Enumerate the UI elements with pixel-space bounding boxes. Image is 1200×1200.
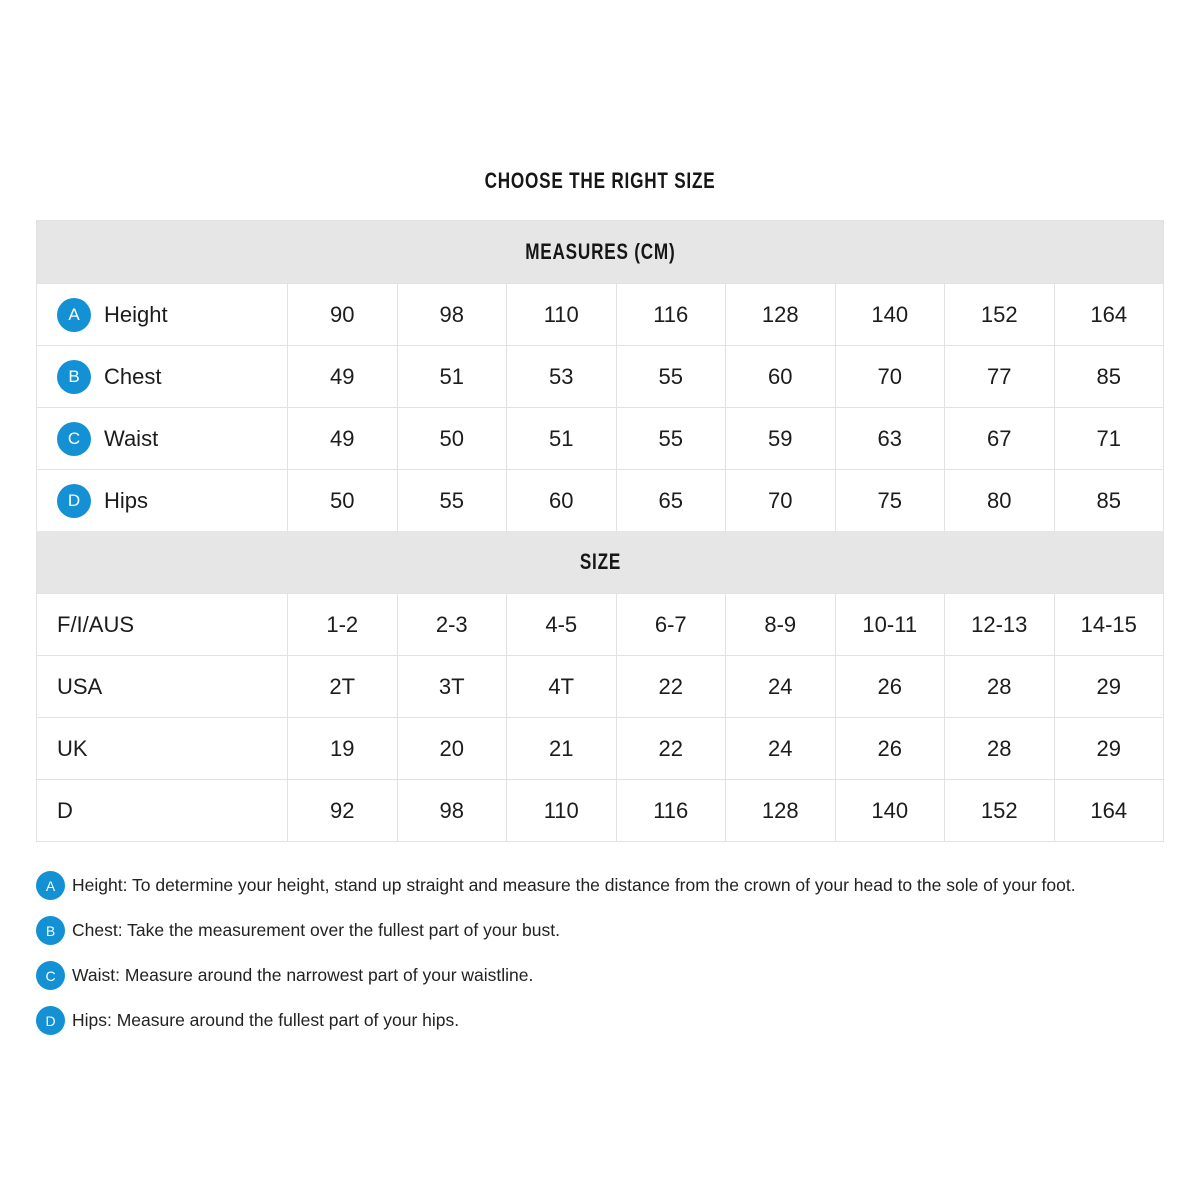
table-cell: 128: [725, 779, 835, 841]
measures-section-header-text: MEASURES (CM): [524, 239, 676, 264]
table-cell: 3T: [397, 655, 507, 717]
row-label: Waist: [104, 425, 159, 451]
table-cell: 116: [616, 283, 726, 345]
table-cell: 116: [616, 779, 726, 841]
table-cell: 71: [1054, 407, 1164, 469]
table-cell: 60: [506, 469, 616, 531]
table-cell: 152: [944, 779, 1054, 841]
table-cell: 4T: [506, 655, 616, 717]
table-cell: 90: [287, 283, 397, 345]
badge-b-icon: B: [36, 916, 65, 945]
size-row-label-uk: [37, 717, 287, 779]
table-cell: 164: [1054, 283, 1164, 345]
table-cell: 85: [1054, 469, 1164, 531]
size-guide-table: [36, 220, 1164, 842]
note-text: Waist: Measure around the narrowest part of your waistline.: [72, 965, 534, 985]
row-label: UK: [57, 735, 88, 761]
table-cell: 1-2: [287, 593, 397, 655]
badge-d-icon: D: [36, 1006, 65, 1035]
note-text: Hips: Measure around the fullest part of your hips.: [72, 1010, 460, 1030]
table-cell: 26: [835, 655, 945, 717]
table-cell: 75: [835, 469, 945, 531]
size-row-label-usa: [37, 655, 287, 717]
badge-a-icon: A: [36, 871, 65, 900]
table-cell: 59: [725, 407, 835, 469]
table-cell: 22: [616, 655, 726, 717]
row-label: Chest: [104, 363, 162, 389]
table-cell: 24: [725, 655, 835, 717]
table-cell: 140: [835, 283, 945, 345]
page-title: [0, 168, 1200, 194]
row-label: Hips: [104, 487, 149, 513]
table-cell: 55: [397, 469, 507, 531]
table-cell: 80: [944, 469, 1054, 531]
measures-section-header: [37, 221, 1163, 283]
table-cell: 152: [944, 283, 1054, 345]
table-cell: 65: [616, 469, 726, 531]
table-cell: 29: [1054, 655, 1164, 717]
size-section-header-text: SIZE: [579, 549, 621, 574]
measure-row-label-height: [37, 283, 287, 345]
table-cell: 70: [725, 469, 835, 531]
table-cell: 110: [506, 283, 616, 345]
table-cell: 140: [835, 779, 945, 841]
badge-a-icon: A: [57, 298, 91, 332]
table-cell: 26: [835, 717, 945, 779]
measure-row-label-waist: [37, 407, 287, 469]
table-cell: 51: [506, 407, 616, 469]
table-cell: 8-9: [725, 593, 835, 655]
table-cell: 67: [944, 407, 1054, 469]
row-label: USA: [57, 673, 103, 699]
table-cell: 128: [725, 283, 835, 345]
row-label: F/I/AUS: [57, 611, 135, 637]
measurement-notes: [36, 871, 1164, 1051]
badge-c-icon: C: [57, 422, 91, 456]
table-cell: 77: [944, 345, 1054, 407]
table-cell: 55: [616, 407, 726, 469]
table-cell: 2-3: [397, 593, 507, 655]
table-cell: 10-11: [835, 593, 945, 655]
measure-row-label-hips: [37, 469, 287, 531]
note-height: [36, 871, 1164, 900]
note-waist: [36, 961, 1164, 990]
table-cell: 4-5: [506, 593, 616, 655]
table-cell: 22: [616, 717, 726, 779]
table-cell: 28: [944, 655, 1054, 717]
table-cell: 50: [397, 407, 507, 469]
table-cell: 53: [506, 345, 616, 407]
note-hips: [36, 1006, 1164, 1035]
row-label: Height: [104, 301, 168, 327]
table-cell: 19: [287, 717, 397, 779]
table-cell: 49: [287, 407, 397, 469]
note-text: Height: To determine your height, stand up straight and measure the distance from the crown of your head to the sole of your foot.: [72, 875, 1076, 895]
table-cell: 55: [616, 345, 726, 407]
row-label: D: [57, 797, 73, 823]
table-cell: 20: [397, 717, 507, 779]
table-cell: 2T: [287, 655, 397, 717]
table-cell: 49: [287, 345, 397, 407]
table-cell: 51: [397, 345, 507, 407]
table-cell: 28: [944, 717, 1054, 779]
table-cell: 50: [287, 469, 397, 531]
table-cell: 85: [1054, 345, 1164, 407]
badge-c-icon: C: [36, 961, 65, 990]
note-chest: [36, 916, 1164, 945]
table-cell: 98: [397, 779, 507, 841]
table-cell: 98: [397, 283, 507, 345]
table-cell: 63: [835, 407, 945, 469]
size-row-label-d: [37, 779, 287, 841]
table-cell: 24: [725, 717, 835, 779]
table-cell: 110: [506, 779, 616, 841]
table-cell: 21: [506, 717, 616, 779]
badge-d-icon: D: [57, 484, 91, 518]
page-title-text: CHOOSE THE RIGHT SIZE: [484, 168, 716, 193]
table-cell: 92: [287, 779, 397, 841]
size-section-header: [37, 531, 1163, 593]
table-cell: 29: [1054, 717, 1164, 779]
table-cell: 70: [835, 345, 945, 407]
table-cell: 12-13: [944, 593, 1054, 655]
table-cell: 164: [1054, 779, 1164, 841]
badge-b-icon: B: [57, 360, 91, 394]
size-row-label-fiaus: [37, 593, 287, 655]
note-text: Chest: Take the measurement over the fullest part of your bust.: [72, 920, 560, 940]
table-cell: 6-7: [616, 593, 726, 655]
table-cell: 14-15: [1054, 593, 1164, 655]
table-cell: 60: [725, 345, 835, 407]
measure-row-label-chest: [37, 345, 287, 407]
